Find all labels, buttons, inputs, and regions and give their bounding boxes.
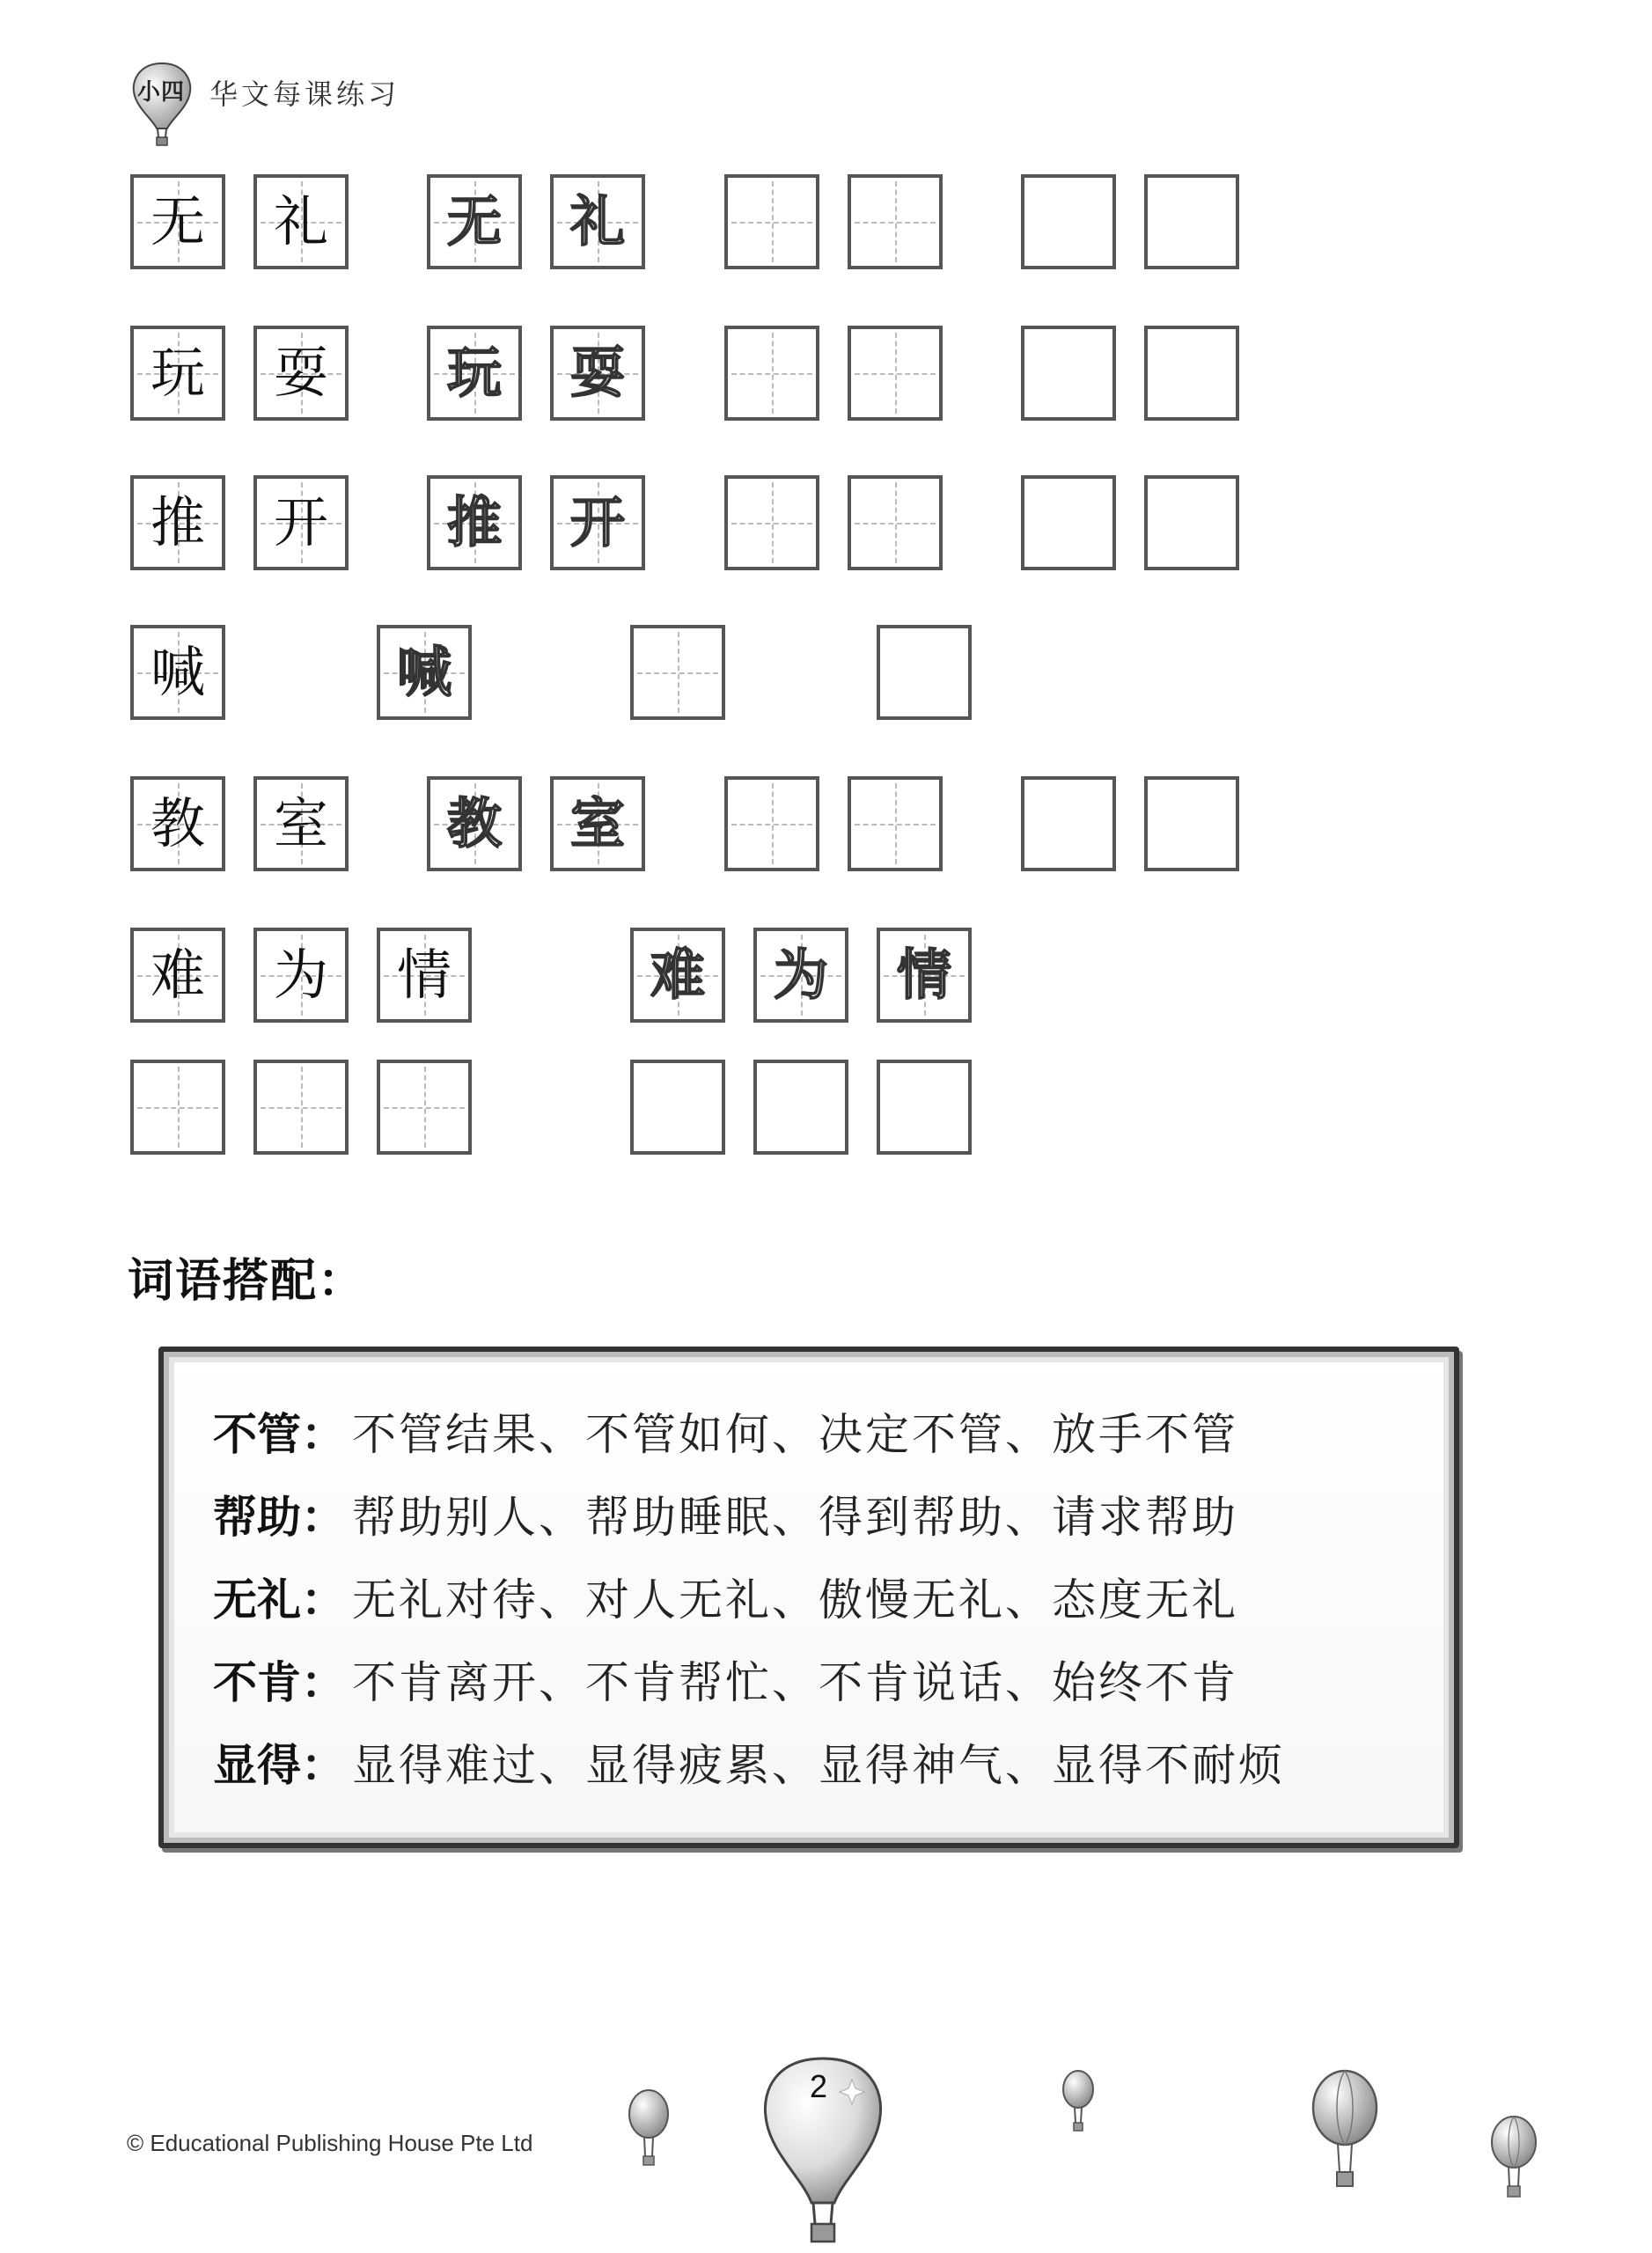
model-character: 开 [273,490,328,554]
trace-character: 无 [446,189,502,253]
guided-writing-box [630,625,725,720]
model-character-box [130,326,225,421]
trace-character: 教 [446,791,502,855]
model-character-box [130,928,225,1023]
collocation-row [213,1399,1238,1470]
guided-writing-box [724,326,819,421]
collocation-colon: ： [301,1574,345,1626]
trace-character-box [550,776,645,871]
collocation-row [213,1565,1238,1635]
model-character: 室 [273,791,328,855]
trace-character: 开 [569,490,625,554]
guided-writing-box [848,475,943,570]
guided-writing-box [724,174,819,269]
blank-writing-box [1021,174,1116,269]
collocation-colon: ： [301,1409,345,1460]
guided-writing-box [848,174,943,269]
collocation-colon: ： [301,1657,345,1708]
model-character: 推 [150,490,205,554]
collocation-phrases: 帮助别人、帮助睡眠、得到帮助、请求帮助 [352,1492,1238,1543]
model-character-box [253,776,349,871]
blank-writing-box [1021,475,1116,570]
model-character-box [253,326,349,421]
trace-character-box [427,174,522,269]
collocation-keyword: 帮助 [213,1492,301,1543]
blank-writing-box [1021,326,1116,421]
model-character-box [130,174,225,269]
blank-writing-box [1144,475,1239,570]
model-character-box [130,625,225,720]
collocation-row [213,1648,1238,1718]
trace-character: 室 [569,791,625,855]
guided-writing-box [377,1060,472,1155]
guided-writing-box [848,776,943,871]
trace-character-box [377,625,472,720]
collocation-keyword: 不管 [213,1409,301,1460]
trace-character: 为 [773,943,828,1007]
trace-character: 玩 [446,341,502,405]
balloon-decoration-icon [1489,2114,1538,2202]
collocation-phrases: 不管结果、不管如何、决定不管、放手不管 [352,1409,1238,1460]
blank-writing-box [630,1060,725,1155]
trace-character: 情 [896,943,951,1007]
trace-character-box [550,326,645,421]
trace-character-box [427,475,522,570]
collocation-phrases: 不肯离开、不肯帮忙、不肯说话、始终不肯 [352,1657,1238,1708]
guided-writing-box [724,776,819,871]
trace-character-box [550,174,645,269]
collocation-colon: ： [301,1740,345,1791]
trace-character: 推 [446,490,502,554]
model-character-box [253,928,349,1023]
balloon-decoration-icon [627,2088,671,2169]
model-character: 喊 [150,640,205,704]
model-character-box [253,174,349,269]
page-number: 2 [809,2068,828,2104]
collocation-keyword: 不肯 [213,1657,301,1708]
blank-writing-box [753,1060,848,1155]
blank-writing-box [1144,326,1239,421]
model-character-box [130,776,225,871]
balloon-decoration-icon [1310,2068,1380,2196]
model-character: 礼 [273,189,328,253]
trace-character-box [550,475,645,570]
collocation-phrases: 显得难过、显得疲累、显得神气、显得不耐烦 [352,1740,1285,1791]
model-character-box [377,928,472,1023]
trace-character-box [753,928,848,1023]
model-character: 为 [273,943,328,1007]
model-character: 玩 [150,341,205,405]
balloon-decoration-icon [1061,2068,1096,2134]
blank-writing-box [1144,174,1239,269]
trace-character: 耍 [569,341,625,405]
model-character-box [130,475,225,570]
model-character: 教 [150,791,205,855]
collocation-colon: ： [301,1492,345,1543]
blank-writing-box [1021,776,1116,871]
blank-writing-box [1144,776,1239,871]
copyright-notice: © Educational Publishing House Pte Ltd [127,2130,533,2156]
guided-writing-box [253,1060,349,1155]
trace-character-box [630,928,725,1023]
collocation-keyword: 无礼 [213,1574,301,1626]
collocation-row [213,1482,1238,1552]
blank-writing-box [877,1060,972,1155]
trace-character-box [427,326,522,421]
trace-character-box [877,928,972,1023]
guided-writing-box [130,1060,225,1155]
trace-character: 喊 [396,640,452,704]
collocation-keyword: 显得 [213,1740,301,1791]
trace-character: 礼 [569,189,625,253]
level-badge: 小四 [137,79,186,106]
model-character: 耍 [273,341,328,405]
trace-character-box [427,776,522,871]
blank-writing-box [877,625,972,720]
model-character: 情 [396,943,452,1007]
model-character: 无 [150,189,205,253]
collocation-box [158,1347,1459,1848]
book-title: 华文每课练习 [209,77,400,111]
model-character: 难 [150,943,205,1007]
collocation-row [213,1730,1285,1801]
trace-character: 难 [650,943,705,1007]
collocation-title: 词语搭配： [128,1255,366,1308]
guided-writing-box [848,326,943,421]
model-character-box [253,475,349,570]
collocation-phrases: 无礼对待、对人无礼、傲慢无礼、态度无礼 [352,1574,1238,1626]
guided-writing-box [724,475,819,570]
